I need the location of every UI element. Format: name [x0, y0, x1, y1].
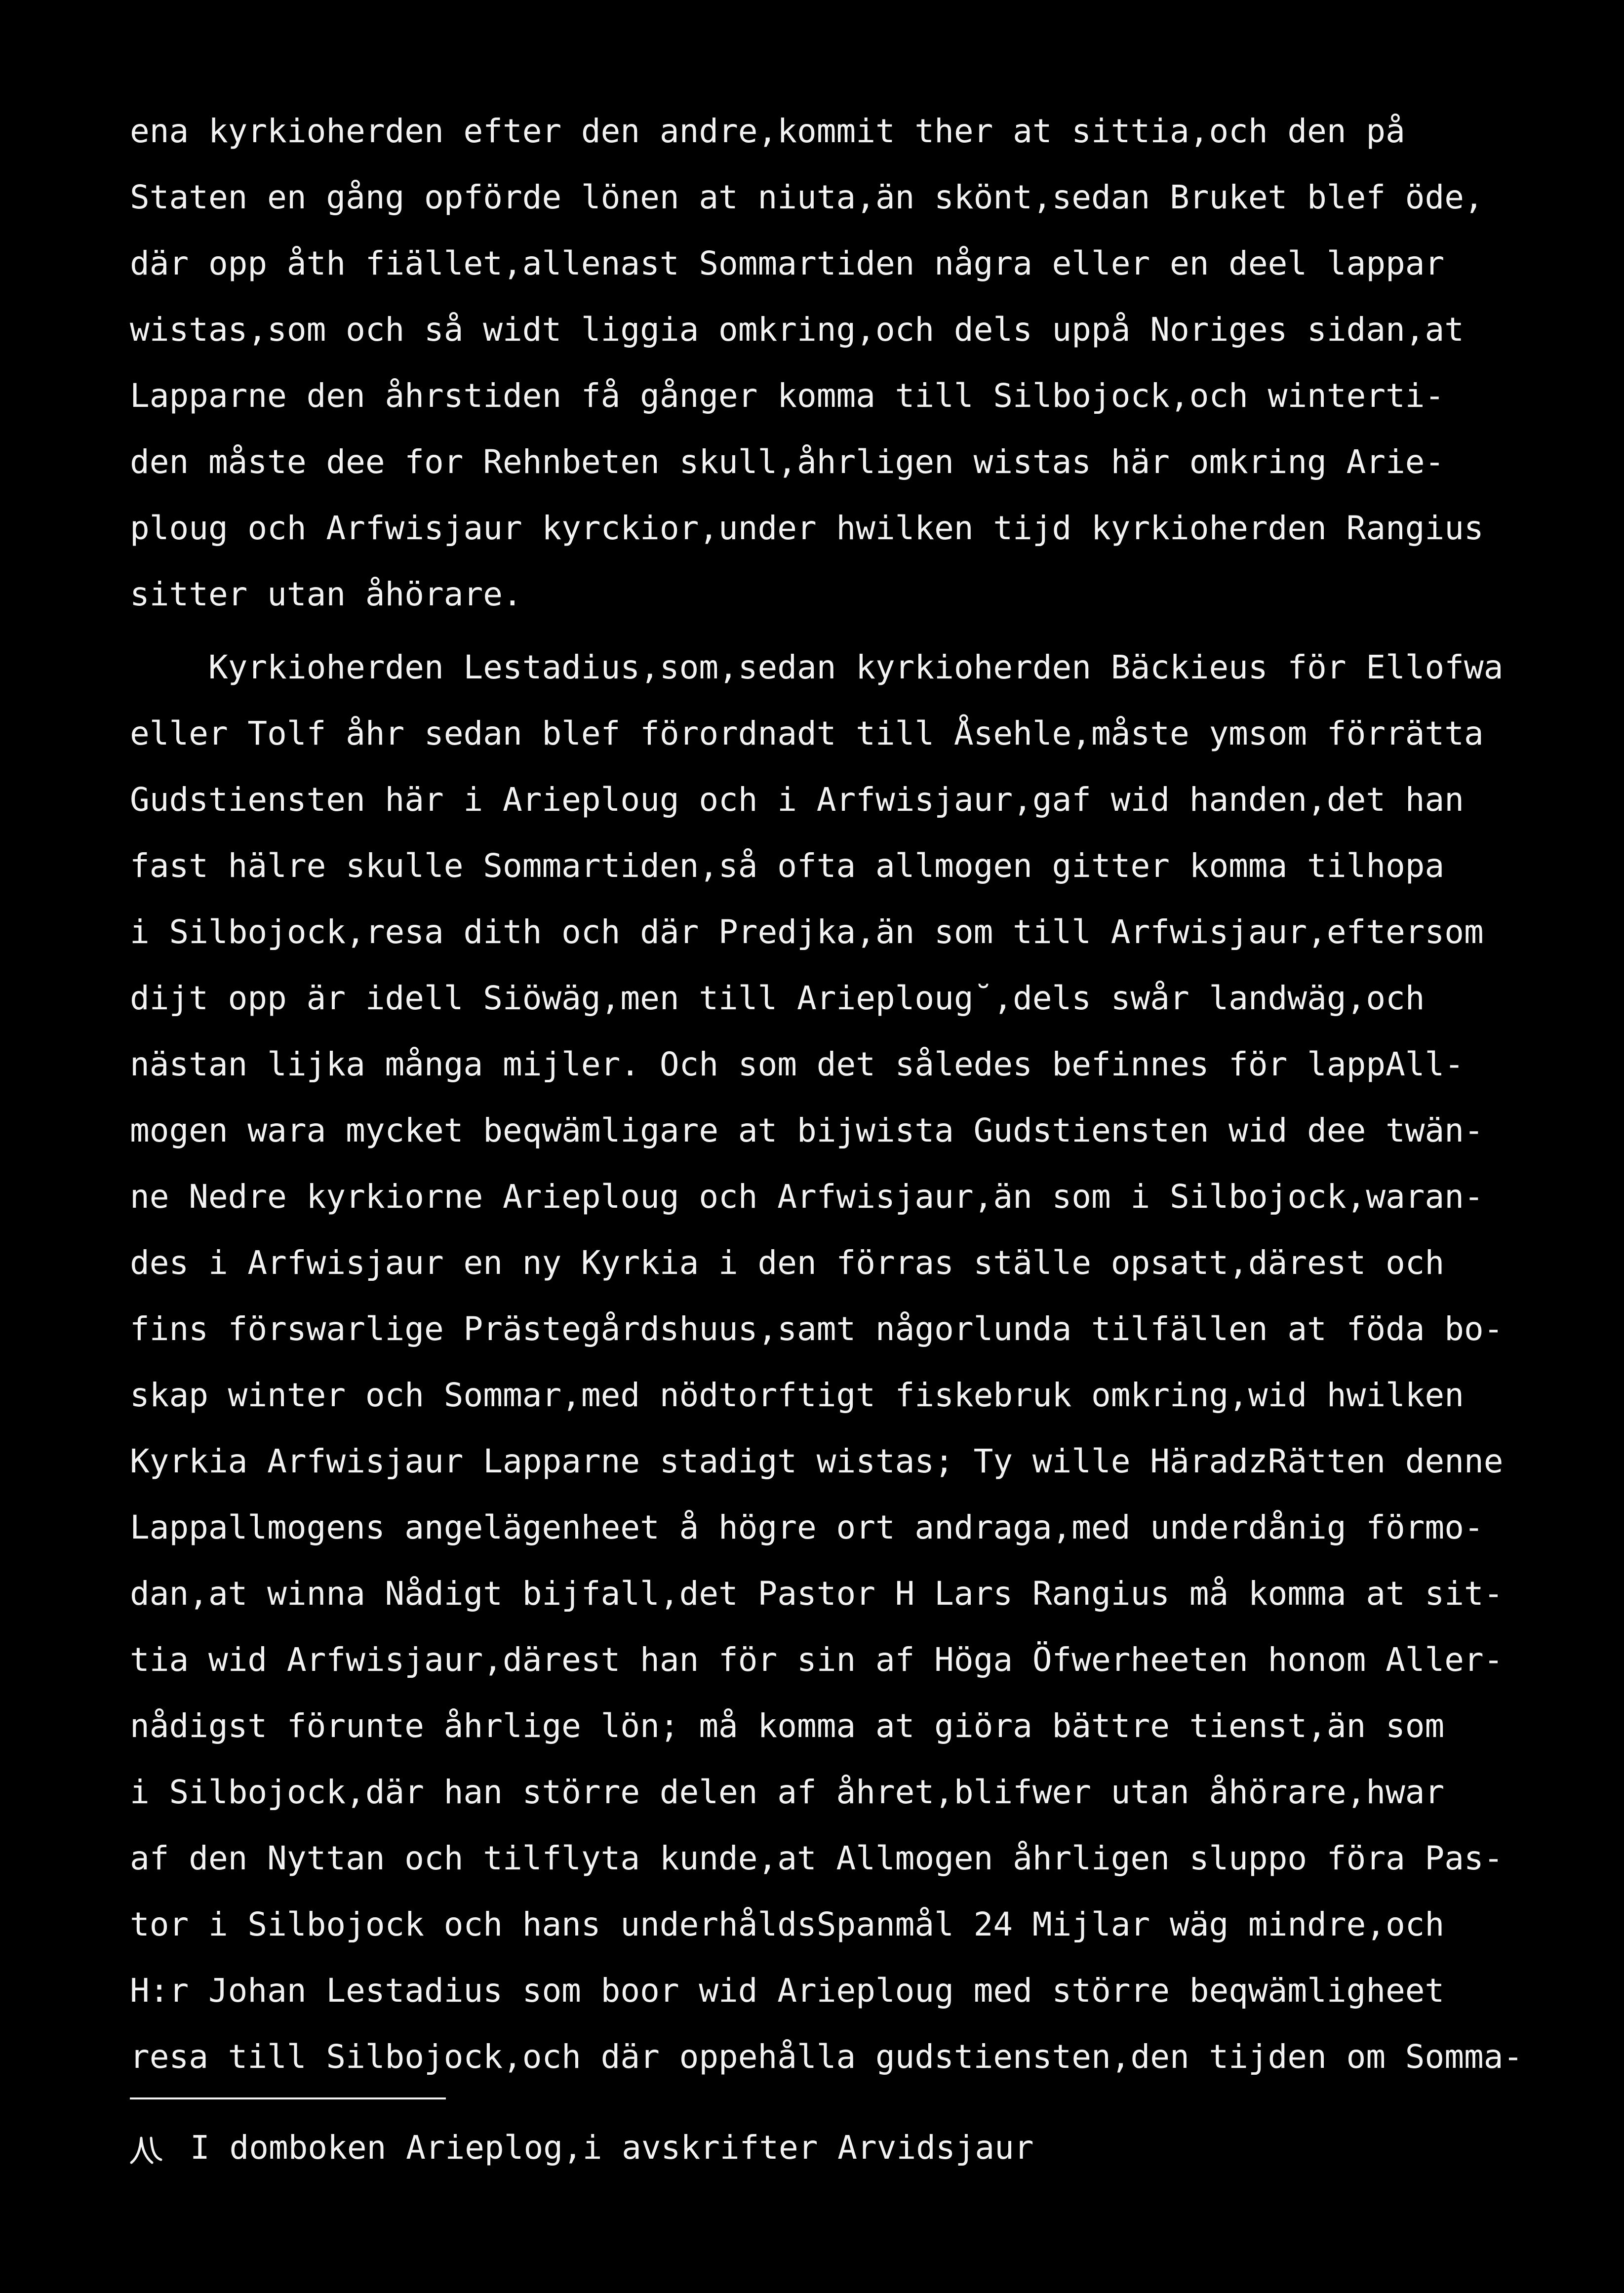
- footnote-text: I domboken Arieplog,i avskrifter Arvidsjaur: [190, 2129, 1034, 2167]
- footnote-divider: [130, 2097, 446, 2099]
- text-line-6: den måste dee for Rehnbeten skull,åhrligen wistas här omkring Arie-: [130, 443, 1445, 481]
- text-line-8: sitter utan åhörare.: [130, 575, 522, 613]
- text-line-7: ploug och Arfwisjaur kyrckior,under hwilken tijd kyrkioherden Rangius: [130, 509, 1484, 547]
- text-line-10: eller Tolf åhr sedan blef förordnadt till Åsehle,måste ymsom förrätta: [130, 714, 1484, 752]
- text-line-28: tor i Silbojock och hans underhåldsSpanmål 24 Mijlar wäg mindre,och: [130, 1905, 1445, 1943]
- text-line-24: tia wid Arfwisjaur,därest han för sin af Höga Öfwerheeten honom Aller-: [130, 1641, 1504, 1679]
- text-line-20: skap winter och Sommar,med nödtorftigt fiskebruk omkring,wid hwilken: [130, 1376, 1465, 1414]
- text-line-9: Kyrkioherden Lestadius,som,sedan kyrkioherden Bäckieus för Ellofwa: [130, 648, 1504, 686]
- text-line-23: dan,at winna Nådigt bijfall,det Pastor H Lars Rangius må komma at sit-: [130, 1575, 1504, 1613]
- text-line-4: wistas,som och så widt liggia omkring,och dels uppå Noriges sidan,at: [130, 311, 1465, 349]
- text-line-26: i Silbojock,där han större delen af åhret,blifwer utan åhörare,hwar: [130, 1773, 1445, 1811]
- text-line-12: fast hälre skulle Sommartiden,så ofta allmogen gitter komma tilhopa: [130, 847, 1445, 885]
- footnote-marker-icon: [122, 2128, 172, 2173]
- text-line-30: resa till Silbojock,och där oppehålla gudstiensten,den tijden om Somma-: [130, 2038, 1523, 2076]
- text-line-16: mogen wara mycket beqwämligare at bijwista Gudstiensten wid dee twän-: [130, 1111, 1484, 1149]
- text-line-21: Kyrkia Arfwisjaur Lapparne stadigt wistas; Ty wille HäradzRätten denne: [130, 1442, 1504, 1480]
- text-line-19: fins förswarlige Prästegårdshuus,samt någorlunda tilfällen at föda bo-: [130, 1310, 1504, 1348]
- text-line-13: i Silbojock,resa dith och där Predjka,än som till Arfwisjaur,eftersom: [130, 913, 1484, 951]
- text-line-2: Staten en gång opförde lönen at niuta,än skönt,sedan Bruket blef öde,: [130, 178, 1484, 216]
- text-line-14: dijt opp är idell Siöwäg,men till Arieploug˘,dels swår landwäg,och: [130, 979, 1425, 1017]
- text-line-1: ena kyrkioherden efter den andre,kommit ther at sittia,och den på: [130, 112, 1405, 150]
- text-line-3: där opp åth fiället,allenast Sommartiden några eller en deel lappar: [130, 244, 1445, 282]
- text-line-29: H:r Johan Lestadius som boor wid Arieploug med större beqwämligheet: [130, 1972, 1445, 2010]
- text-line-11: Gudstiensten här i Arieploug och i Arfwisjaur,gaf wid handen,det han: [130, 781, 1465, 819]
- text-line-27: af den Nyttan och tilflyta kunde,at Allmogen åhrligen sluppo föra Pas-: [130, 1839, 1504, 1877]
- text-line-18: des i Arfwisjaur en ny Kyrkia i den förras ställe opsatt,därest och: [130, 1244, 1445, 1282]
- text-line-15: nästan lijka många mijler. Och som det således befinnes för lappAll-: [130, 1045, 1465, 1083]
- text-line-5: Lapparne den åhrstiden få gånger komma till Silbojock,och winterti-: [130, 377, 1445, 415]
- text-line-25: nådigst förunte åhrlige lön; må komma at giöra bättre tienst,än som: [130, 1707, 1445, 1745]
- text-line-17: ne Nedre kyrkiorne Arieploug och Arfwisjaur,än som i Silbojock,waran-: [130, 1178, 1484, 1216]
- text-line-22: Lappallmogens angelägenheet å högre ort andraga,med underdånig förmo-: [130, 1508, 1484, 1546]
